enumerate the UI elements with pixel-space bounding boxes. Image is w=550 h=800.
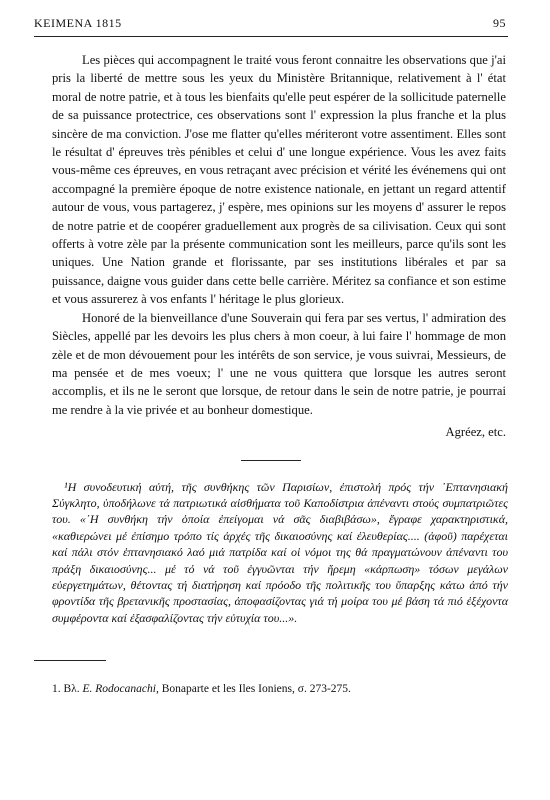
footnote-pages: σ. 273-275. [297, 683, 351, 696]
section-separator [241, 460, 301, 461]
page-number: 95 [493, 16, 506, 30]
footnote-author: E. Rodocanachi, [82, 683, 159, 696]
paragraph-1: Les pièces qui accompagnent le traité vous feront connaitre les observations que j'ai pris la liberté de mettre sous les yeux du Ministère Britannique, relativement à l' état moral de notre patrie, et à tous les bienfaits qu'elle peut espérer de la sollicitude paternelle de sa puissance protectrice, ces observations sont l' expression la plus franche et la plus sincère de ma conviction. J'ose me flatter qu'elles mériteront votre assentiment. Elles sont le résultat d' épreuves très pénibles et celui d' une longue expérience. Vous les avez faits vous-même ces épreuves, en vous retraçant avec précision et vérité les événemens qui ont accompagné la première époque de notre existence nationale, en jettant un regard attentif autour de vous, vous partagerez, j' espère, mes opinions sur les moyens d' assurer le repos de notre patrie et de coopérer graduellement aux progrès de sa cilivisation. Ceux qui sont offerts à votre zèle par la présente communication sont les meilleurs, parce qu'ils sont les uniques. Une Nation grande et florissante, par ses institutions libérales et par sa puissance, daigne vous guider dans cette belle carrière. Méritez sa confiance et son estime et vous assurerez à vos enfants l' héritage le plus glorieux. [52, 53, 506, 307]
footnote-prefix: Βλ. [63, 683, 80, 696]
header-rule [34, 36, 508, 37]
paragraph-2: Honoré de la bienveillance d'une Souverain qui fera par ses vertus, l' admiration des Siècles, appellé par les devoirs les plus chers à mon coeur, à lui faire l' hommage de mon zèle et de mon dévouement pour les intérêts de son service, je vous suivrai, Messieurs, de ma pensée et de mes voeux; l' une ne vous quittera que lorsque les autres seront accomplis, et ils ne le seront que lorsque, de retour dans le sein de notre patrie, je pourrai me rendre à la vie privée et au bonheur domestique. [52, 310, 506, 417]
letter-body [34, 51, 508, 442]
running-title: ΚΕΙΜΕΝΑ 1815 [34, 16, 122, 30]
closing-formula: Agréez, etc. [445, 425, 506, 440]
footnote-title: Bonaparte et les Iles Ioniens, [161, 683, 295, 696]
greek-commentary: ¹Η συνοδευτική αὐτή, τῆς συνθήκης τῶν Παρισίων, ἐπιστολή πρός τήν ᾿Επτανησιακή Σύγκλητο, ὑποδήλωνε τά πατριωτικά αἰσθήματα τοῦ Καποδίστρια ἀπέναντι στούς συμπατριῶτες του. «᾿Η συνθήκη τήν ὁποία ἐπείγομαι νά σᾶς διαβιβάσω», ἔγραφε χαρακτηριστικά, «καθιερώνει μέ ἐπίσημο τρόπο τίς ἀρχές τῆς δικαιοσύνης καί ἐλευθερίας.... (ἀφοῦ) παρέχεται καί πάλι στόν ἑπτανησιακό λαό μιά πατρίδα καί οἱ νόμοι της θά πραγματώνουν ἀπέναντι του πράξη δικαιοσύνης... μέ τό νά τοῦ ἐγγυῶνται τήν ἤρεμη «κάρπωση» τόσων μεγάλων εὐεργετημάτων, θέτοντας τή διατήρηση καί πρόοδο τῆς πολιτικῆς του ὕπαρξης κάτω ἀπό τήν φροντίδα τῆς βρετανικῆς προστασίας, ἀποφασίζοντας γιά τή μοίρα του μέ βάση τά πιό ἐξέχοντα συμφέροντα καί ἐξασφαλίζοντας τήν εὐτυχία του...». [52, 479, 508, 625]
footnote-rule [34, 660, 106, 661]
running-header [34, 16, 508, 34]
footnote [34, 683, 508, 695]
footnote-number: 1. [52, 683, 61, 696]
